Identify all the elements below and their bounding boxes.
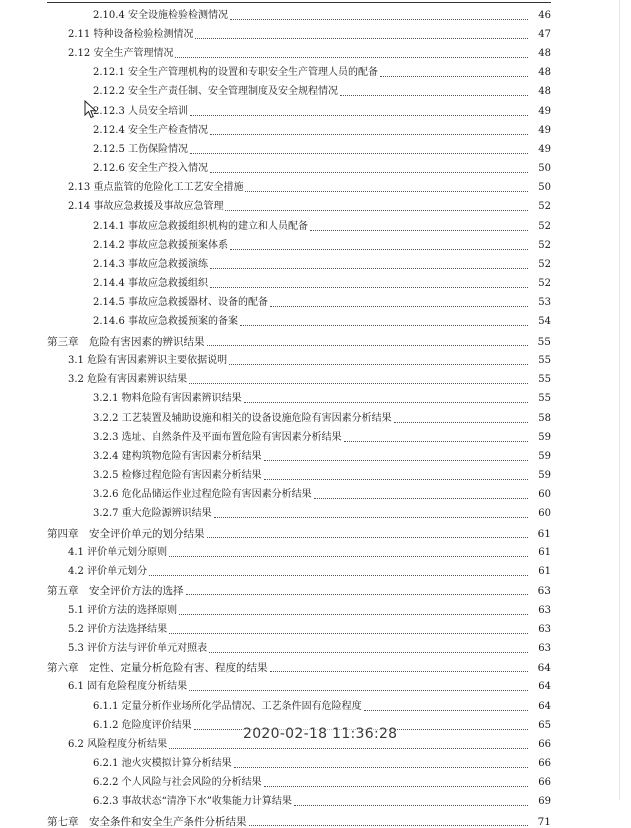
toc-entry-title: 2.14.3 事故应急救援演练: [93, 259, 208, 270]
toc-entry[interactable]: [0, 524, 631, 540]
dot-leader: [189, 382, 528, 384]
toc-entry-title: 2.12.1 安全生产管理机构的设置和专职安全生产管理人员的配备: [93, 67, 378, 78]
toc-entry-title: 2.12 安全生产管理情况: [68, 48, 174, 59]
toc-entry[interactable]: [0, 562, 631, 578]
mouse-cursor-icon: [84, 100, 98, 120]
dot-leader: [169, 555, 528, 557]
toc-entry-title: 2.12.4 安全生产检查情况: [93, 125, 208, 136]
toc-entry-title: 2.12.3 人员安全培训: [93, 106, 188, 117]
toc-entry-page: 59: [538, 451, 551, 462]
toc-entry-title: 6.1 固有危险程度分析结果: [68, 681, 188, 692]
dot-leader: [190, 114, 528, 116]
dot-leader: [245, 190, 528, 192]
toc-entry[interactable]: [0, 217, 631, 233]
toc-entry-page: 48: [538, 86, 551, 97]
toc-entry[interactable]: [0, 447, 631, 463]
toc-entry[interactable]: [0, 639, 631, 655]
toc-entry-title: 2.12.5 工伤保险情况: [93, 144, 188, 155]
toc-entry-page: 66: [538, 777, 551, 788]
toc-entry[interactable]: [0, 389, 631, 405]
dot-leader: [189, 689, 528, 691]
dot-leader: [270, 305, 528, 307]
toc-entry-title: 6.1.1 定量分析作业场所化学品情况、工艺条件固有危险程度: [93, 701, 362, 712]
top-rule: [47, 2, 551, 3]
toc-entry[interactable]: [0, 312, 631, 328]
dot-leader: [190, 152, 528, 154]
toc-entry-page: 49: [538, 125, 551, 136]
toc-entry-page: 52: [538, 259, 551, 270]
dot-leader: [179, 613, 528, 615]
toc-entry-page: 58: [538, 413, 551, 424]
toc-entry[interactable]: [0, 754, 631, 770]
toc-entry-title: 第五章 安全评价方法的选择: [47, 585, 184, 597]
toc-entry-title: 3.2.2 工艺装置及辅助设施和相关的设备设施危险有害因素分析结果: [93, 413, 392, 424]
dot-leader: [169, 632, 528, 634]
dot-leader: [210, 133, 528, 135]
toc-entry-title: 2.14.1 事故应急救援组织机构的建立和人员配备: [93, 221, 308, 232]
dot-leader: [314, 497, 528, 499]
toc-entry-page: 52: [538, 221, 551, 232]
toc-entry-page: 60: [538, 508, 551, 519]
dot-leader: [264, 459, 528, 461]
toc-entry-title: 2.14 事故应急救援及事故应急管理: [68, 201, 224, 212]
dot-leader: [229, 363, 528, 365]
toc-entry-page: 52: [538, 201, 551, 212]
toc-entry-title: 3.2 危险有害因素辨识结果: [68, 374, 188, 385]
toc-entry-page: 50: [538, 182, 551, 193]
toc-entry-page: 71: [537, 816, 551, 828]
toc-entry[interactable]: [0, 677, 631, 693]
dot-leader: [214, 516, 528, 518]
toc-entry-page: 55: [537, 336, 551, 348]
dot-leader: [340, 94, 528, 96]
toc-entry-title: 3.2.4 建构筑物危险有害因素分析结果: [93, 451, 262, 462]
toc-entry-title: 2.12.2 安全生产责任制、安全管理制度及安全规程情况: [93, 86, 338, 97]
toc-entry-title: 第七章 安全条件和安全生产条件分析结果: [47, 816, 247, 828]
dot-leader: [210, 171, 528, 173]
toc-entry-title: 3.2.7 重大危险源辨识结果: [93, 508, 212, 519]
dot-leader: [240, 324, 528, 326]
timestamp-watermark: 2020-02-18 11:36:28: [243, 726, 398, 742]
toc-entry-page: 66: [538, 758, 551, 769]
dot-leader: [234, 766, 528, 768]
dot-leader: [210, 286, 528, 288]
toc-entry[interactable]: [0, 370, 631, 386]
toc-entry[interactable]: [0, 581, 631, 597]
toc-entry-page: 60: [538, 489, 551, 500]
toc-entry[interactable]: [0, 25, 631, 41]
dot-leader: [310, 229, 528, 231]
dot-leader: [264, 478, 528, 480]
toc-entry-title: 2.12.6 安全生产投入情况: [93, 163, 208, 174]
toc-entry-title: 2.14.6 事故应急救援预案的备案: [93, 316, 238, 327]
toc-entry-page: 54: [538, 316, 551, 327]
toc-entry-page: 63: [537, 585, 551, 597]
toc-entry-page: 50: [538, 163, 551, 174]
toc-entry-page: 61: [538, 547, 551, 558]
toc-entry-title: 6.2.3 事故状态“清净下水”收集能力计算结果: [93, 796, 292, 807]
toc-entry[interactable]: [0, 274, 631, 290]
toc-entry[interactable]: [0, 773, 631, 789]
toc-entry-page: 48: [538, 67, 551, 78]
toc-entry[interactable]: [0, 697, 631, 713]
toc-entry-page: 69: [538, 796, 551, 807]
toc-entry-page: 66: [538, 739, 551, 750]
toc-entry[interactable]: [0, 409, 631, 425]
toc-entry-title: 3.1 危险有害因素辨识主要依据说明: [68, 355, 228, 366]
toc-entry-page: 55: [538, 393, 551, 404]
toc-entry-page: 63: [538, 624, 551, 635]
toc-entry-page: 59: [538, 432, 551, 443]
toc-entry[interactable]: [0, 601, 631, 617]
toc-entry[interactable]: [0, 197, 631, 213]
toc-entry-page: 46: [538, 10, 551, 21]
toc-entry-title: 2.14.2 事故应急救援预案体系: [93, 240, 228, 251]
dot-leader: [149, 574, 528, 576]
toc-entry[interactable]: [0, 428, 631, 444]
dot-leader: [344, 440, 528, 442]
dot-leader: [207, 344, 529, 346]
toc-entry-title: 2.14.5 事故应急救援器材、设备的配备: [93, 297, 268, 308]
toc-entry[interactable]: [0, 543, 631, 559]
toc-entry[interactable]: [0, 485, 631, 501]
toc-entry-page: 61: [538, 566, 551, 577]
toc-entry[interactable]: [0, 792, 631, 808]
toc-entry-title: 2.11 特种设备检验检测情况: [68, 29, 194, 40]
toc-entry-page: 65: [538, 720, 551, 731]
dot-leader: [394, 421, 528, 423]
toc-entry[interactable]: [0, 812, 631, 828]
toc-entry-page: 63: [538, 643, 551, 654]
dot-leader: [364, 709, 528, 711]
toc-entry[interactable]: [0, 236, 631, 252]
toc-entry[interactable]: [0, 466, 631, 482]
toc-entry[interactable]: [0, 255, 631, 271]
toc-entry[interactable]: [0, 6, 631, 22]
toc-entry[interactable]: [0, 159, 631, 175]
dot-leader: [175, 56, 528, 58]
toc-entry-title: 第六章 定性、定量分析危险有害、程度的结果: [47, 662, 268, 674]
toc-entry-title: 第四章 安全评价单元的划分结果: [47, 528, 205, 540]
toc-entry[interactable]: [0, 178, 631, 194]
dot-leader: [186, 593, 529, 595]
dot-leader: [207, 536, 529, 538]
dot-leader: [244, 401, 528, 403]
toc-entry-page: 49: [538, 106, 551, 117]
toc-entry-page: 64: [538, 681, 551, 692]
toc-entry-title: 6.1.2 危险度评价结果: [93, 720, 192, 731]
dot-leader: [264, 785, 528, 787]
dot-leader: [210, 267, 528, 269]
toc-entry-page: 52: [538, 278, 551, 289]
toc-entry-title: 2.13 重点监管的危险化工工艺安全措施: [68, 182, 244, 193]
dot-leader: [230, 248, 528, 250]
toc-entry-title: 5.3 评价方法与评价单元对照表: [68, 643, 208, 654]
toc-entry-title: 5.2 评价方法选择结果: [68, 624, 168, 635]
toc-entry[interactable]: [0, 293, 631, 309]
toc-entry-title: 6.2 风险程度分析结果: [68, 739, 168, 750]
toc-entry-title: 6.2.1 池火灾模拟计算分析结果: [93, 758, 232, 769]
toc-entry-title: 5.1 评价方法的选择原则: [68, 605, 178, 616]
toc-entry-page: 48: [538, 48, 551, 59]
toc-entry-title: 2.14.4 事故应急救援组织: [93, 278, 208, 289]
toc-entry-title: 3.2.6 危化品储运作业过程危险有害因素分析结果: [93, 489, 312, 500]
toc-entry-title: 3.2.1 物料危险有害因素辨识结果: [93, 393, 242, 404]
toc-entry-page: 61: [537, 528, 551, 540]
toc-entry[interactable]: [0, 121, 631, 137]
toc-entry-title: 4.1 评价单元划分原则: [68, 547, 168, 558]
toc-entry-page: 64: [538, 701, 551, 712]
toc-entry-title: 2.10.4 安全设施检验检测情况: [93, 10, 228, 21]
dot-leader: [270, 670, 529, 672]
toc-entry-page: 63: [538, 605, 551, 616]
dot-leader: [209, 651, 528, 653]
toc-entry-page: 53: [538, 297, 551, 308]
toc-entry[interactable]: [0, 332, 631, 348]
dot-leader: [230, 18, 528, 20]
dot-leader: [294, 804, 528, 806]
toc-entry-title: 4.2 评价单元划分: [68, 566, 148, 577]
toc-entry-title: 3.2.5 检修过程危险有害因素分析结果: [93, 470, 262, 481]
dot-leader: [195, 37, 528, 39]
dot-leader: [225, 209, 528, 211]
dot-leader: [169, 747, 528, 749]
toc-entry-page: 52: [538, 240, 551, 251]
toc-entry-page: 64: [537, 662, 551, 674]
toc-entry-page: 47: [538, 29, 551, 40]
toc-entry[interactable]: [0, 44, 631, 60]
dot-leader: [249, 824, 529, 826]
toc-entry-title: 3.2.3 选址、自然条件及平面布置危险有害因素分析结果: [93, 432, 342, 443]
toc-entry-page: 59: [538, 470, 551, 481]
toc-entry[interactable]: [0, 504, 631, 520]
toc-entry-page: 55: [538, 355, 551, 366]
toc-entry[interactable]: [0, 82, 631, 98]
dot-leader: [380, 75, 528, 77]
toc-entry-page: 55: [538, 374, 551, 385]
toc-entry[interactable]: [0, 658, 631, 674]
toc-entry[interactable]: [0, 620, 631, 636]
toc-entry-title: 6.2.2 个人风险与社会风险的分析结果: [93, 777, 262, 788]
toc-entry[interactable]: [0, 63, 631, 79]
toc-entry-page: 49: [538, 144, 551, 155]
toc-entry[interactable]: [0, 140, 631, 156]
toc-entry-title: 第三章 危险有害因素的辨识结果: [47, 336, 205, 348]
toc-entry[interactable]: [0, 351, 631, 367]
